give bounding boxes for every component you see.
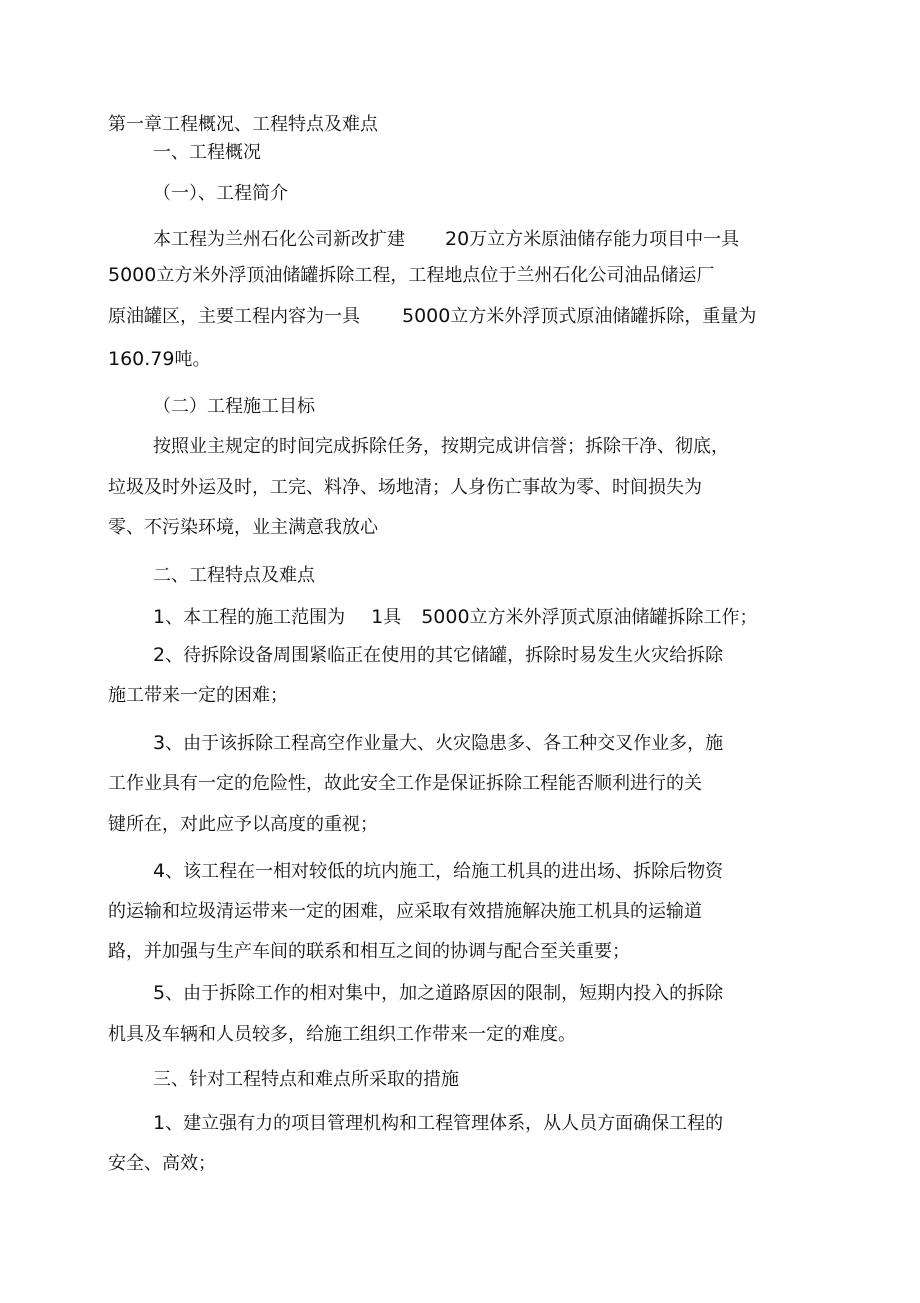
measure-item-1-cont: 安全、高效； [108,1153,216,1174]
intro-text: 立方米外浮顶油储罐拆除工程，工程地点位于兰州石化公司油品储运厂 [156,265,715,286]
feature-item-4-cont: 路，并加强与生产车间的联系和相互之间的协调与配合至关重要； [108,941,630,962]
intro-line-4 [108,348,210,371]
intro-number: 5000 [108,264,157,286]
item-text: 、建立强有力的项目管理机构和工程管理体系，从人员方面确保工程的 [165,1113,724,1134]
intro-text: 本工程为兰州石化公司新改扩建 [153,229,405,250]
feature-item-2 [153,644,723,667]
section-heading-measures: 三、针对工程特点和难点所采取的措施 [153,1069,459,1090]
item-text: 、由于拆除工作的相对集中，加之道路原因的限制，短期内投入的拆除 [165,983,724,1004]
goal-line-3: 零、不污染环境，业主满意我放心 [108,517,378,538]
item-text: 、该工程在一相对较低的坑内施工，给施工机具的进出场、拆除后物资 [165,861,724,882]
intro-number: 160.79 [108,348,175,370]
item-number: 2 [153,644,166,666]
measure-item-1 [153,1112,723,1135]
item-text: 、本工程的施工范围为 [165,607,346,628]
item-number: 4 [153,860,166,882]
item-text: 立方米外浮顶式原油储罐拆除工作； [469,607,758,628]
item-number: 5000 [421,606,470,628]
intro-text: 原油罐区，主要工程内容为一具 [108,306,360,327]
intro-number: 20 [445,228,470,250]
item-text: 具 [383,607,402,628]
feature-item-4 [153,860,723,883]
intro-line-3 [108,305,756,328]
intro-text: 吨。 [174,349,211,370]
feature-item-4-cont: 的运输和垃圾清运带来一定的困难，应采取有效措施解决施工机具的运输道 [108,901,702,922]
section-heading-overview: 一、工程概况 [153,142,261,163]
feature-item-3-cont: 工作业具有一定的危险性，故此安全工作是保证拆除工程能否顺利进行的关 [108,773,702,794]
item-number: 5 [153,982,166,1004]
item-number: 1 [371,606,384,628]
goal-line-1: 按照业主规定的时间完成拆除任务，按期完成讲信誉；拆除干净、彻底， [153,436,729,457]
feature-item-1 [153,606,758,629]
feature-item-3 [153,732,723,755]
chapter-title: 第一章工程概况、工程特点及难点 [108,114,378,135]
item-text: 、待拆除设备周围紧临正在使用的其它储罐，拆除时易发生火灾给拆除 [165,645,724,666]
feature-item-3-cont: 键所在，对此应予以高度的重视； [108,814,378,835]
item-text: 、由于该拆除工程高空作业量大、火灾隐患多、各工种交叉作业多，施 [165,733,724,754]
subsection-heading-intro: （一）、工程简介 [153,183,288,204]
item-number: 1 [153,1112,166,1134]
item-number: 1 [153,606,166,628]
intro-text: 立方米外浮顶式原油储罐拆除，重量为 [450,306,757,327]
intro-number: 5000 [402,305,451,327]
item-number: 3 [153,732,166,754]
goal-line-2: 垃圾及时外运及时，工完、料净、场地清；人身伤亡事故为零、时间损失为 [108,477,702,498]
intro-line-2 [108,264,714,287]
subsection-heading-goals: （二）工程施工目标 [153,396,315,417]
feature-item-5-cont: 机具及车辆和人员较多，给施工组织工作带来一定的难度。 [108,1024,576,1045]
intro-line-1 [153,228,739,251]
feature-item-5 [153,982,723,1005]
intro-text: 万立方米原油储存能力项目中一具 [469,229,740,250]
section-heading-features: 二、工程特点及难点 [153,565,315,586]
feature-item-2-cont: 施工带来一定的困难； [108,685,288,706]
